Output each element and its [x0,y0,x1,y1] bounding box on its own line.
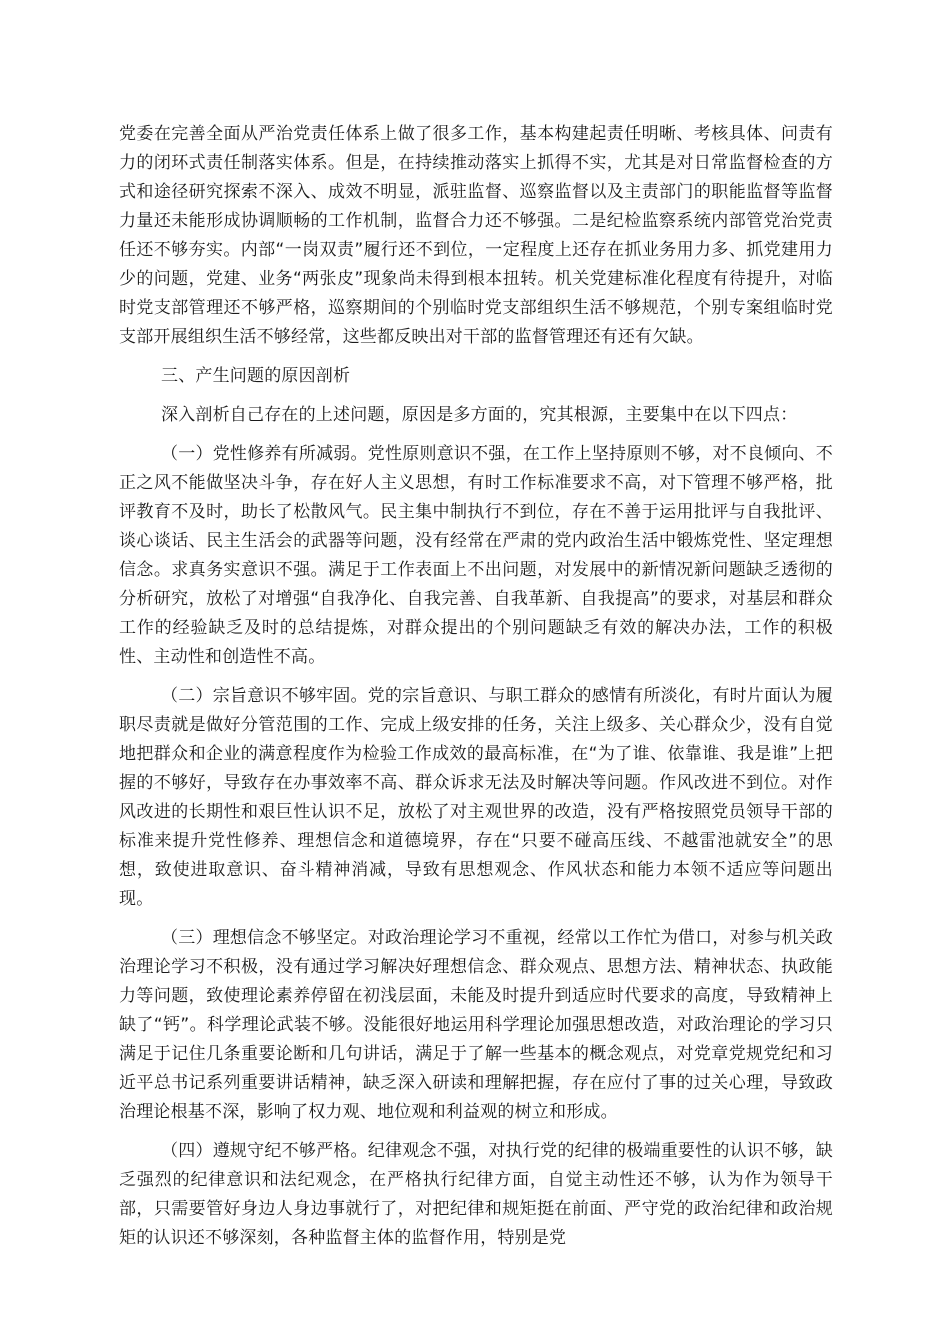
paragraph-item-3: （三）理想信念不够坚定。对政治理论学习不重视，经常以工作忙为借口，对参与机关政治理论学习不积极，没有通过学习解决好理想信念、群众观点、思想方法、精神状态、执政能力等问题，致使理论素养停留在初浅层面，未能及时提升到适应时代要求的高度，导致精神上缺了“钙”。科学理论武装不够。没能很好地运用科学理论加强思想改造，对政治理论的学习只满足于记住几条重要论断和几句讲话，满足于了解一些基本的概念观点，对党章党规党纪和习近平总书记系列重要讲话精神，缺乏深入研读和理解把握，存在应付了事的过关心理，导致政治理论根基不深，影响了权力观、地位观和利益观的树立和形成。 [119,928,833,1122]
paragraph-item-1: （一）党性修养有所减弱。党性原则意识不强，在工作上坚持原则不够，对不良倾向、不正之风不能做坚决斗争，存在好人主义思想，有时工作标准要求不高，对下管理不够严格，批评教育不及时，助长了松散风气。民主集中制执行不到位，存在不善于运用批评与自我批评、谈心谈话、民主生活会的武器等问题，没有经常在严肃的党内政治生活中锻炼党性、坚定理想信念。求真务实意识不强。满足于工作表面上不出问题，对发展中的新情况新问题缺乏透彻的分析研究，放松了对增强“自我净化、自我完善、自我革新、自我提高”的要求，对基层和群众工作的经验缺乏及时的总结提炼，对群众提出的个别问题缺乏有效的解决办法，工作的积极性、主动性和创造性不高。 [119,444,833,667]
paragraph-item-2: （二）宗旨意识不够牢固。党的宗旨意识、与职工群众的感情有所淡化，有时片面认为履职尽责就是做好分管范围的工作、完成上级安排的任务，关注上级多、关心群众少，没有自觉地把群众和企业的满意程度作为检验工作成效的最高标准，在“为了谁、依靠谁、我是谁”上把握的不够好，导致存在办事效率不高、群众诉求无法及时解决等问题。作风改进不到位。对作风改进的长期性和艰巨性认识不足，放松了对主观世界的改造，没有严格按照党员领导干部的标准来提升党性修养、理想信念和道德境界，存在“只要不碰高压线、不越雷池就安全”的思想，致使进取意识、奋斗精神消减，导致有思想观念、作风状态和能力本领不适应等问题出现。 [119,686,833,909]
document-body [119,120,833,1263]
paragraph-continuation: 党委在完善全面从严治党责任体系上做了很多工作，基本构建起责任明晰、考核具体、问责有力的闭环式责任制落实体系。但是，在持续推动落实上抓得不实，尤其是对日常监督检查的方式和途径研究探索不深入、成效不明显，派驻监督、巡察监督以及主责部门的职能监督等监督力量还未能形成协调顺畅的工作机制，监督合力还不够强。二是纪检监察系统内部管党治党责任还不够夯实。内部“一岗双责”履行还不到位，一定程度上还存在抓业务用力多、抓党建用力少的问题，党建、业务“两张皮”现象尚未得到根本扭转。机关党建标准化程度有待提升，对临时党支部管理还不够严格，巡察期间的个别临时党支部组织生活不够规范，个别专案组临时党支部开展组织生活不够经常，这些都反映出对干部的监督管理还有还有欠缺。 [119,124,833,347]
paragraph-intro: 深入剖析自己存在的上述问题，原因是多方面的，究其根源，主要集中在以下四点： [161,405,798,425]
paragraph-item-4: （四）遵规守纪不够严格。纪律观念不强，对执行党的纪律的极端重要性的认识不够，缺乏强烈的纪律意识和法纪观念，在严格执行纪律方面，自觉主动性还不够，认为作为领导干部，只需要管好身边人身边事就行了，对把纪律和规矩挺在前面、严守党的政治纪律和政治规矩的认识还不够深刻，各种监督主体的监督作用，特别是党 [119,1141,833,1248]
section-heading: 三、产生问题的原因剖析 [161,366,351,386]
